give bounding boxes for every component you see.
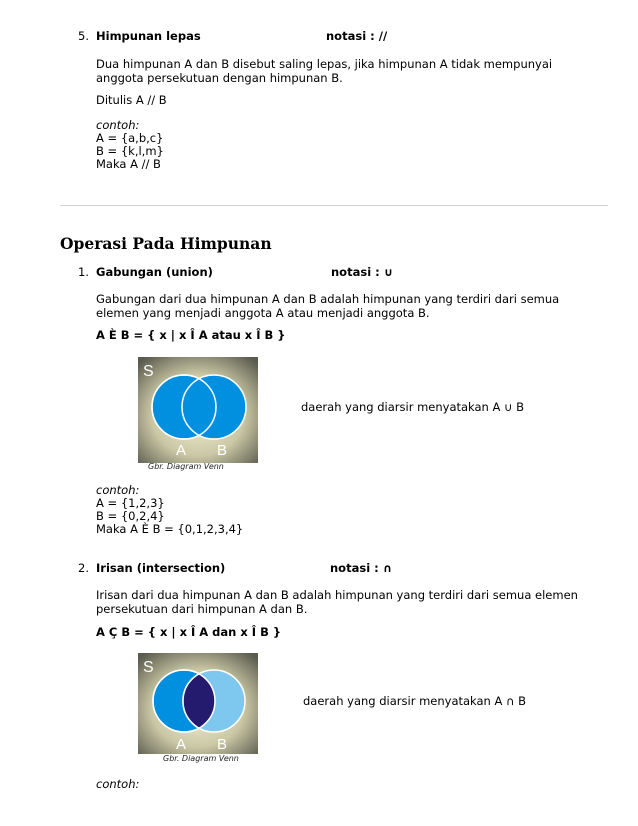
item1-title: Gabungan (union) bbox=[96, 265, 213, 279]
venn-b-label: B bbox=[217, 442, 228, 459]
item1-formula: A È B = { x | x Î A atau x Î B } bbox=[96, 328, 286, 342]
item1-example-label: contoh: bbox=[96, 483, 140, 497]
item2-example-label: contoh: bbox=[96, 777, 140, 791]
section-divider bbox=[60, 205, 608, 206]
item5-number: 5. bbox=[78, 29, 89, 43]
venn-s-label: S bbox=[143, 363, 154, 380]
item1-example-line: B = {0,2,4} bbox=[96, 509, 165, 523]
item1-description: Gabungan dari dua himpunan A dan B adalah himpunan yang terdiri dari semua elemen yang menjadi anggota A atau menjadi anggota B. bbox=[96, 292, 560, 320]
venn-s-label: S bbox=[143, 659, 154, 676]
venn-a-label: A bbox=[176, 442, 187, 459]
item1-notation: notasi : ∪ bbox=[331, 265, 394, 279]
item5-description: Dua himpunan A dan B disebut saling lepas, jika himpunan A tidak mempunyai anggota persekutuan dengan himpunan B. bbox=[96, 57, 553, 85]
item2-formula: A Ç B = { x | x Î A dan x Î B } bbox=[96, 625, 282, 639]
venn-a-label: A bbox=[176, 736, 187, 753]
item5-title: Himpunan lepas bbox=[96, 29, 201, 43]
item1-example-line: Maka A È B = {0,1,2,3,4} bbox=[96, 522, 244, 536]
item1-number: 1. bbox=[78, 265, 89, 279]
intersection-venn-diagram bbox=[138, 653, 258, 754]
item5-written: Ditulis A // B bbox=[96, 93, 167, 107]
union-venn-caption: Gbr. Diagram Venn bbox=[148, 462, 224, 471]
item5-notation: notasi : // bbox=[326, 29, 388, 43]
intersection-shaded-note: daerah yang diarsir menyatakan A ∩ B bbox=[303, 694, 526, 708]
item5-example-line: Maka A // B bbox=[96, 157, 161, 171]
item5-example-label: contoh: bbox=[96, 118, 140, 132]
item2-title: Irisan (intersection) bbox=[96, 561, 226, 575]
item5-example-line: A = {a,b,c} bbox=[96, 131, 164, 145]
item1-example-line: A = {1,2,3} bbox=[96, 496, 165, 510]
item2-notation: notasi : ∩ bbox=[330, 561, 393, 575]
venn-set-b-circle bbox=[182, 375, 246, 439]
item2-number: 2. bbox=[78, 561, 89, 575]
union-shaded-note: daerah yang diarsir menyatakan A ∪ B bbox=[301, 400, 524, 414]
section-heading: Operasi Pada Himpunan bbox=[60, 234, 272, 253]
item5-example-line: B = {k,l,m} bbox=[96, 144, 164, 158]
item2-description: Irisan dari dua himpunan A dan B adalah himpunan yang terdiri dari semua elemen persekutuan dari himpunan A dan B. bbox=[96, 588, 578, 616]
intersection-venn-caption: Gbr. Diagram Venn bbox=[163, 754, 239, 763]
union-venn-diagram bbox=[138, 357, 258, 463]
venn-b-label: B bbox=[217, 736, 228, 753]
